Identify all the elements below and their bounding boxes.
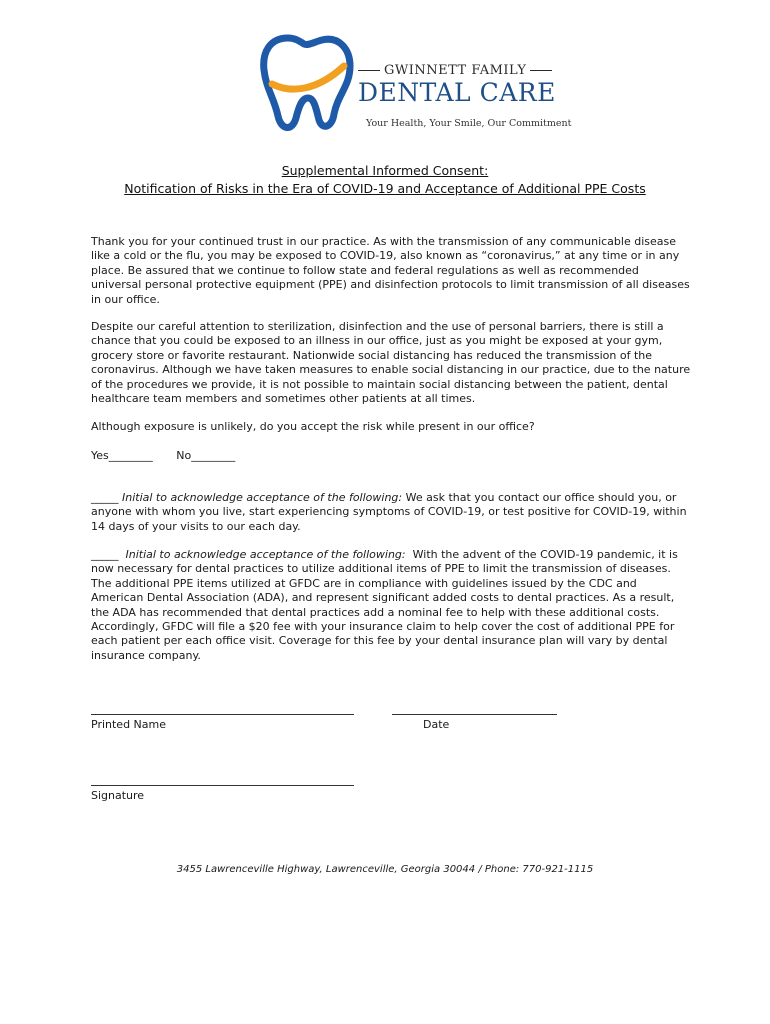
ack-text-2: With the advent of the COVID-19 pandemic, it is now necessary for dental practices to utilize additional items of PPE to limit the transmission of diseases. The additional PPE items utilized at GFDC are in compliance with guidelines issued by the CDC and American Dental Association (ADA), and represent significant added costs to dental practices. As a result, the ADA has recommended that dental practices add a nominal fee to help with these additional costs. Accordingly, GFDC will file a $20 fee with your insurance claim to help cover the cost of additional PPE for each patient per each office visit. Coverage for this fee by your dental insurance plan will vary by dental insurance company. [91, 548, 678, 662]
brand-top-line [358, 63, 548, 78]
brand-tagline: Your Health, Your Smile, Our Commitment [366, 118, 572, 129]
risk-question: Although exposure is unlikely, do you accept the risk while present in our office? [91, 420, 535, 433]
ack-label-2: Initial to acknowledge acceptance of the following: [125, 548, 406, 561]
brand-rule-right [530, 70, 552, 71]
brand-main-text: DENTAL CARE [358, 78, 556, 107]
document-subtitle: Notification of Risks in the Era of COVID-19 and Acceptance of Additional PPE Costs [124, 181, 646, 196]
brand-rule-left [358, 70, 380, 71]
yes-field[interactable]: Yes________ [91, 449, 153, 462]
initial-field-1[interactable]: _____ [91, 491, 119, 504]
acknowledgement-ppe-fee [91, 548, 691, 663]
ack-text-1: We ask that you contact our office should you, or anyone with whom you live, start experiencing symptoms of COVID-19, or test positive for COVID-19, within 14 days of your visits to our each day. [91, 491, 687, 533]
tooth-logo-icon [258, 30, 358, 140]
yes-no-choice [91, 449, 235, 462]
acknowledgement-symptoms [91, 491, 691, 534]
footer-address: 3455 Lawrenceville Highway, Lawrenceville, Georgia 30044 / Phone: 770-921-1115 [176, 864, 594, 875]
signature-label: Signature [91, 789, 145, 802]
no-field[interactable]: No________ [176, 449, 236, 462]
printed-name-line[interactable] [91, 714, 354, 715]
initial-field-2[interactable]: _____ [91, 548, 119, 561]
intro-paragraph: Thank you for your continued trust in our practice. As with the transmission of any communicable disease like a cold or the flu, you may be exposed to COVID-19, also known as “coronavirus,” at any time or in any place. Be assured that we continue to follow state and federal regulations as well as recommended universal personal protective equipment (PPE) and disinfection protocols to limit transmission of all diseases in our office. [91, 235, 690, 306]
date-label: Date [423, 718, 450, 731]
practice-logo [258, 30, 572, 140]
risk-paragraph: Despite our careful attention to sterilization, disinfection and the use of personal barriers, there is still a chance that you could be exposed to an illness in our office, just as you might be exposed at your gym, grocery store or favorite restaurant. Nationwide social distancing has reduced the transmission of the coronavirus. Although we have taken measures to enable social distancing in our practice, due to the nature of the procedures we provide, it is not possible to maintain social distancing between the patient, dental healthcare team members and sometimes other patients at all times. [91, 320, 691, 406]
ack-label-1: Initial to acknowledge acceptance of the following: [122, 491, 403, 504]
brand-top-text: GWINNETT FAMILY [384, 63, 527, 78]
document-title: Supplemental Informed Consent: [281, 163, 489, 178]
date-line[interactable] [392, 714, 557, 715]
signature-line[interactable] [91, 785, 354, 786]
printed-name-label: Printed Name [91, 718, 167, 731]
